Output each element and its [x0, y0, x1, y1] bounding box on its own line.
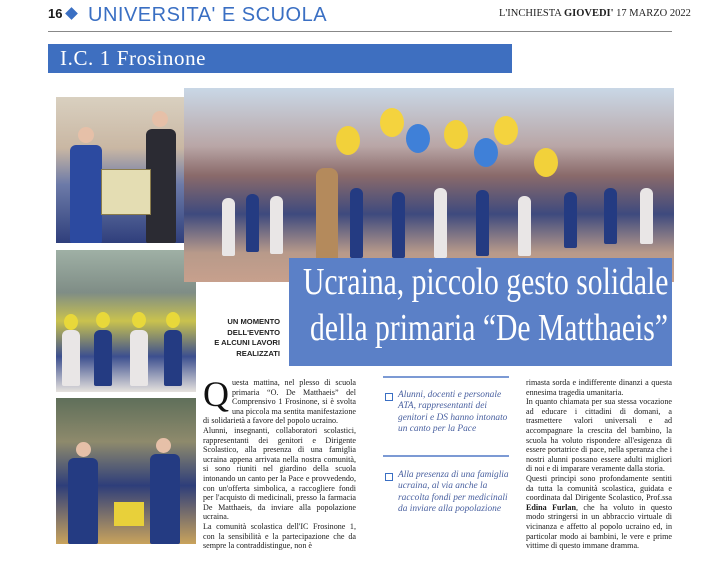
quote-rule	[383, 376, 509, 378]
caption-line: E ALCUNI LAVORI	[214, 338, 280, 347]
issue-date: 17 MARZO 2022	[616, 8, 691, 19]
photo-detail	[534, 148, 558, 177]
photo-detail	[78, 127, 94, 143]
photo-detail	[94, 330, 112, 386]
photo-detail	[114, 502, 144, 526]
photo-event-courtyard	[184, 88, 674, 282]
photo-detail	[68, 458, 98, 544]
page-number: 16	[48, 6, 63, 21]
photo-detail	[222, 198, 235, 256]
photo-detail	[474, 138, 498, 167]
header-rule	[48, 31, 672, 32]
principal-name: Edina Furlan	[526, 502, 576, 512]
photo-detail	[270, 196, 283, 254]
photo-detail	[604, 188, 617, 244]
photo-detail	[380, 108, 404, 137]
photo-detail	[494, 116, 518, 145]
photo-children-at-table	[56, 398, 196, 544]
photo-detail	[640, 188, 653, 244]
pull-quote: Alunni, docenti e personale ATA, rappresentanti dei genitori e DS hanno intonato un canto per la Pace	[398, 390, 508, 435]
pull-quote: Alla presenza di una famiglia ucraina, al via anche la raccolta fondi per medicinali da inviare alla popolazione	[398, 470, 509, 515]
article-column-3	[526, 378, 672, 551]
school-banner-text: I.C. 1 Frosinone	[60, 46, 207, 70]
photo-detail	[434, 188, 447, 258]
article-text: , che ha voluto in questo modo stringersi in un abbraccio virtuale di vicinanza e affetto al popolo ucraino ed, in particolar modo ai bambini, le vere e prime vittime di questo immane dramma.	[526, 502, 673, 551]
publication-name: L'INCHIESTA	[499, 8, 562, 19]
section-title: UNIVERSITA' E SCUOLA	[88, 4, 328, 26]
photo-detail	[164, 330, 182, 386]
photo-detail	[564, 192, 577, 248]
section-diamond-icon	[65, 7, 78, 20]
photo-detail	[406, 124, 430, 153]
caption-line: REALIZZATI	[236, 348, 280, 358]
drop-cap: Q	[203, 374, 229, 414]
photo-detail	[101, 169, 151, 215]
photo-detail	[246, 194, 259, 252]
headline-line-2: della primaria “De Matthaeis”	[310, 307, 668, 349]
article-paragraph: Alunni, insegnanti, collaboratori scolastici, rappresentanti dei genitori e Dirigente Scolastico, alla presenza di una famiglia ucraina appena arrivata nella nostra comunità, si sono riuniti nel giardino della scuola intonando un canto per la Pace e provvedendo, con un'offerta simbolica, a raccogliere fondi per l'acquisto di medicinali, presso la farmacia De Matthaeis, da inviare alla popolazione ucraina.	[203, 425, 356, 522]
article-column-1	[203, 374, 356, 551]
photo-detail	[96, 312, 110, 328]
photo-children-with-donation-box	[56, 97, 196, 243]
quote-bullet-icon	[385, 473, 393, 481]
photo-detail	[76, 442, 91, 457]
photo-caption	[200, 317, 280, 359]
photo-detail	[64, 314, 78, 330]
photo-detail	[150, 454, 180, 544]
weekday: GIOVEDI'	[563, 8, 614, 19]
photo-detail	[130, 330, 148, 386]
photo-detail	[156, 438, 171, 453]
caption-line: UN MOMENTO	[227, 317, 280, 326]
article-paragraph: rimasta sorda e indifferente dinanzi a questa ennesima tragedia umanitaria.	[526, 378, 672, 397]
photo-detail	[62, 330, 80, 386]
article-paragraph: In quanto chiamata per sua stessa vocazione ad educare i cittadini di domani, a trasmettere valori universali e ad accompagnare la crescita del bambino, la scuola ha voluto rispondere all'esigenza di essere portatrice di pace, nella speranza che i nostri alunni possano essere adulti migliori di noi e di imparare veramente dalla storia.	[526, 397, 672, 474]
publication-dateline	[499, 8, 691, 19]
photo-detail	[476, 190, 489, 256]
photo-detail	[350, 188, 363, 258]
photo-children-yellow-masks	[56, 250, 196, 392]
photo-detail	[518, 196, 531, 256]
article-text: Questi principi sono profondamente sentiti da tutta la comunità scolastica, guidata e coordinata dal Dirigente Scolastico, Prof.ssa	[526, 473, 672, 503]
photo-detail	[132, 312, 146, 328]
photo-detail	[444, 120, 468, 149]
photo-detail	[152, 111, 168, 127]
quote-rule	[383, 455, 509, 457]
article-paragraph	[526, 474, 672, 551]
photo-detail	[336, 126, 360, 155]
headline-line-1: Ucraina, piccolo gesto solidale	[303, 261, 669, 303]
photo-detail	[166, 312, 180, 328]
caption-line: DELL'EVENTO	[227, 327, 280, 337]
quote-bullet-icon	[385, 393, 393, 401]
photo-detail	[70, 145, 102, 243]
article-paragraph: La comunità scolastica dell'IC Frosinone 1, con la sensibilità e la partecipazione che da sempre la contraddistingue, non è	[203, 521, 356, 551]
photo-detail	[316, 168, 338, 260]
article-paragraph: uesta mattina, nel plesso di scuola primaria “O. De Matthaeis” del Comprensivo 1 Frosinone, si è svolta una piccola ma sentita manifestazione di solidarietà a favore del popolo ucraino.	[203, 378, 356, 426]
photo-detail	[392, 192, 405, 258]
